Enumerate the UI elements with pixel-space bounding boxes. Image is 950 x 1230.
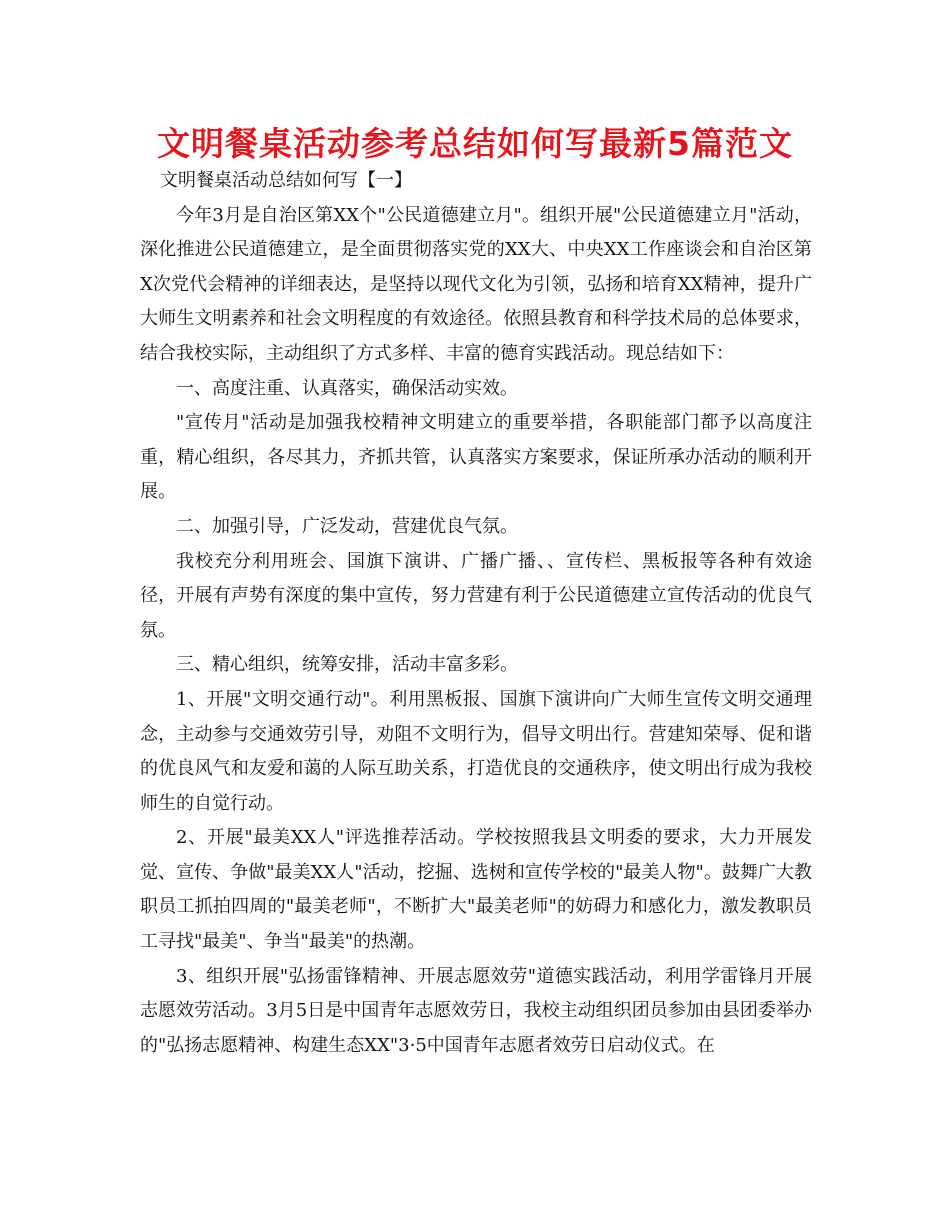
paragraph-intro: 今年3月是自治区第XX个"公民道德建立月"。组织开展"公民道德建立月"活动，深化推进公民道德建立，是全面贯彻落实党的XX大、中央XX工作座谈会和自治区第X次党代会精神的详细表达，是坚持以现代文化为引领，弘扬和培育XX精神，提升广大师生文明素养和社会文明程度的有效途径。依照县教育和科学技术局的总体要求，结合我校实际，主动组织了方式多样、丰富的德育实践活动。现总结如下： — [140, 204, 812, 364]
heading-section-2: 二、加强引导，广泛发动，营建优良气氛。 — [176, 515, 518, 537]
paragraph-item-3: 3、组织开展"弘扬雷锋精神、开展志愿效劳"道德实践活动，利用学雷锋月开展志愿效劳活动。3月5日是中国青年志愿效劳日，我校主动组织团员参加由县团委举办的"弘扬志愿精神、构建生态XX"3·5中国青年志愿者效劳日启动仪式。在 — [140, 965, 812, 1056]
heading-section-3: 三、精心组织，统筹安排，活动丰富多彩。 — [176, 654, 518, 676]
section-subtitle: 文明餐桌活动总结如何写【一】 — [160, 170, 412, 191]
paragraph-section-1: "宣传月"活动是加强我校精神文明建立的重要举措，各职能部门都予以高度注重，精心组织，各尽其力，齐抓共管，认真落实方案要求，保证所承办活动的顺利开展。 — [140, 412, 812, 503]
paragraph-section-2: 我校充分利用班会、国旗下演讲、广播广播、、宣传栏、黑板报等各种有效途径，开展有声势有深度的集中宣传，努力营建有利于公民道德建立宣传活动的优良气氛。 — [140, 550, 812, 641]
paragraph-item-1: 1、开展"文明交通行动"。利用黑板报、国旗下演讲向广大师生宣传文明交通理念，主动参与交通效劳引导，劝阻不文明行为，倡导文明出行。营建知荣辱、促和谐的优良风气和友爱和蔼的人际互助关系，打造优良的交通秩序，使文明出行成为我校师生的自觉行动。 — [140, 688, 812, 814]
document-body — [140, 164, 812, 1063]
paragraph-item-2: 2、开展"最美XX人"评选推荐活动。学校按照我县文明委的要求，大力开展发觉、宣传、争做"最美XX人"活动，挖掘、选树和宣传学校的"最美人物"。鼓舞广大教职员工抓拍四周的"最美老师"，不断扩大"最美老师"的妨碍力和感化力，激发教职员工寻找"最美"、争当"最美"的热潮。 — [140, 827, 812, 953]
document-title: 文明餐桌活动参考总结如何写最新5篇范文 — [157, 124, 793, 163]
heading-section-1: 一、高度注重、认真落实，确保活动实效。 — [176, 377, 518, 399]
